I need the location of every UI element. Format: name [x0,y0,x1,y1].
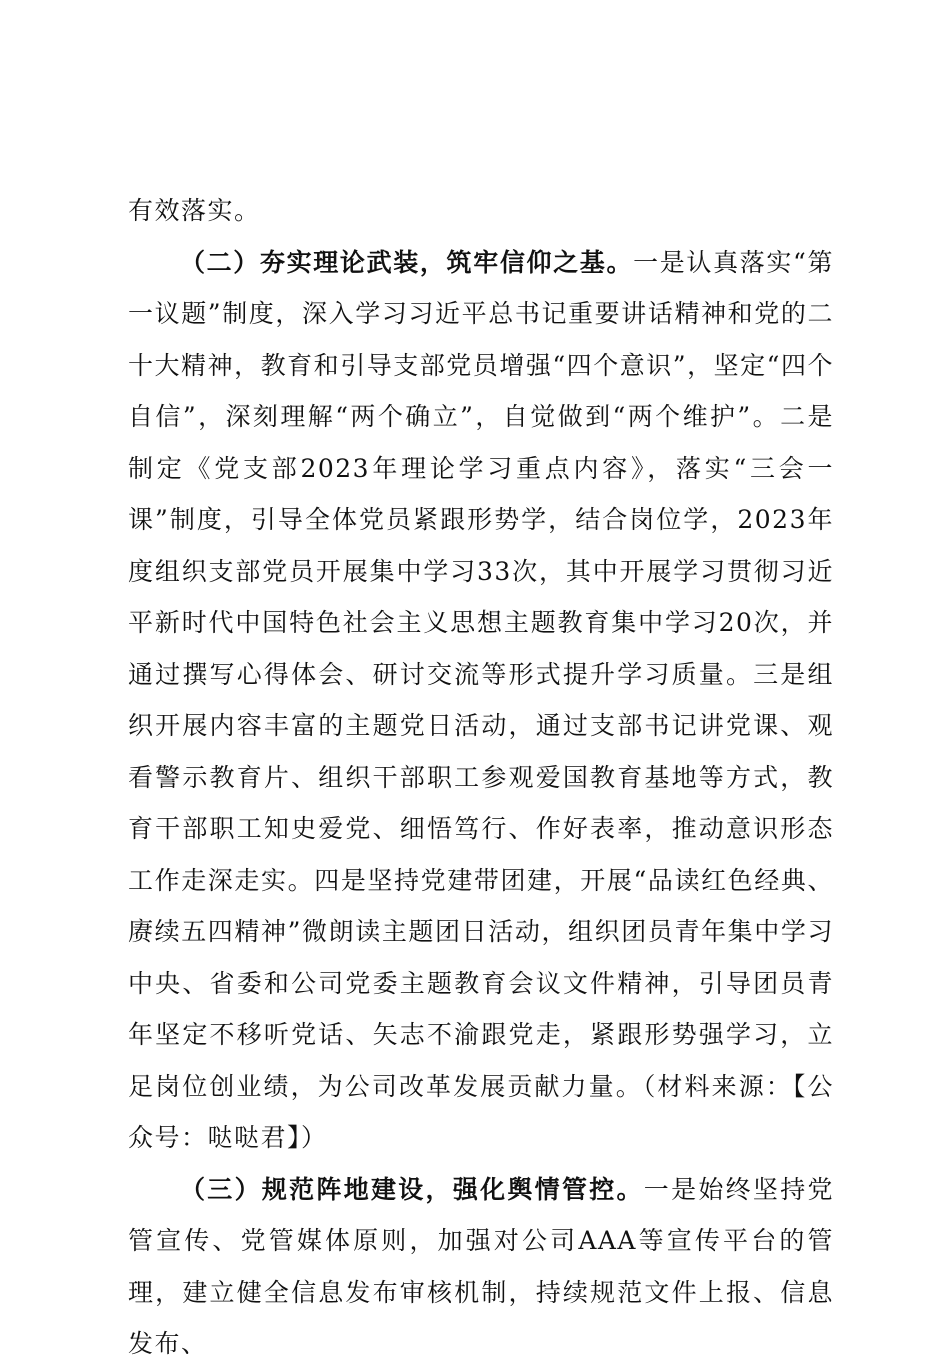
paragraph-2-text: 一是认真落实“第一议题”制度，深入学习习近平总书记重要讲话精神和党的二十大精神，教育和引导支部党员增强“四个意识”，坚定“四个自信”，深刻理解“两个确立”，自觉做到“两个维护”。二是制定《党支部2023年理论学习重点内容》，落实“三会一课”制度，引导全体党员紧跟形势学，结合岗位学，2023年度组织支部党员开展集中学习33次，其中开展学习贯彻习近平新时代中国特色社会主义思想主题教育集中学习20次，并通过撰写心得体会、研讨交流等形式提升学习质量。三是组织开展内容丰富的主题党日活动，通过支部书记讲党课、观看警示教育片、组织干部职工参观爱国教育基地等方式，教育干部职工知史爱党、细悟笃行、作好表率，推动意识形态工作走深走实。四是坚持党建带团建，开展“品读红色经典、赓续五四精神”微朗读主题团日活动，组织团员青年集中学习中央、省委和公司党委主题教育会议文件精神，引导团员青年坚定不移听党话、矢志不渝跟党走，紧跟形势强学习，立足岗位创业绩，为公司改革发展贡献力量。（材料来源：【公众号：哒哒君】） [128,247,834,1152]
paragraph-1-text: 有效落实。 [128,196,261,225]
paragraph-3-heading: （三）规范阵地建设，强化舆情管控。 [180,1174,644,1204]
paragraph-3 [128,1164,834,1370]
document-body [128,185,834,1370]
paragraph-2-heading: （二）夯实理论武装，筑牢信仰之基。 [180,247,634,277]
paragraph-3-text: 一是始终坚持党管宣传、党管媒体原则，加强对公司AAA等宣传平台的管理，建立健全信息发布审核机制，持续规范文件上报、信息发布、 [128,1174,834,1358]
paragraph-2 [128,237,834,1164]
paragraph-1 [128,185,834,237]
